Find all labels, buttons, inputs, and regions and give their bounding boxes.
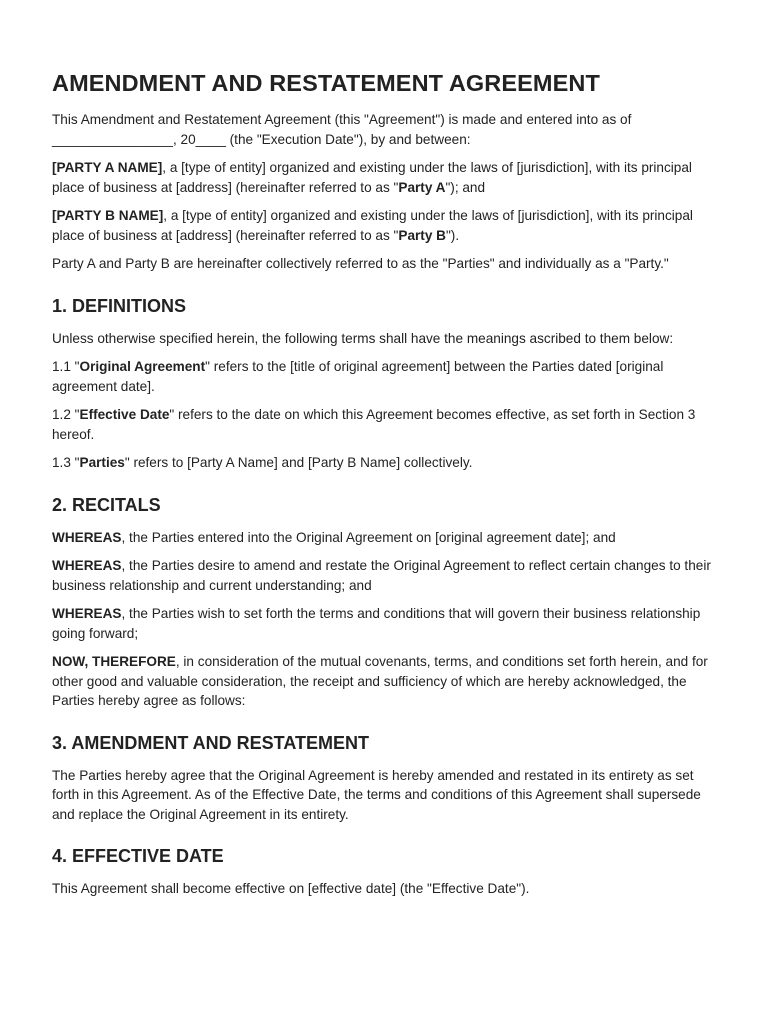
definition-1-3 xyxy=(52,453,724,473)
recital-therefore-lead: NOW, THEREFORE xyxy=(52,654,176,669)
intro-paragraph: This Amendment and Restatement Agreement (this "Agreement") is made and entered into as of ________________, 20____ (the "Execution Date"), by and between: xyxy=(52,112,632,147)
section-4-heading: 4. EFFECTIVE DATE xyxy=(52,846,224,866)
document-title: AMENDMENT AND RESTATEMENT AGREEMENT xyxy=(52,70,600,96)
party-a-text-2: "); and xyxy=(445,179,486,195)
recital-3-text: , the Parties wish to set forth the terms and conditions that will govern their business relationship going forward; xyxy=(52,606,701,641)
section-3-heading: 3. AMENDMENT AND RESTATEMENT xyxy=(52,732,369,753)
section-2-heading: 2. RECITALS xyxy=(52,494,161,515)
section-3-paragraph: The Parties hereby agree that the Original Agreement is hereby amended and restated in its entirety as set forth in this Agreement. As of the Effective Date, the terms and conditions of this Agreement shall supersede and replace the Original Agreement in its entirety. xyxy=(52,767,701,822)
definition-1-1-prefix: 1.1 " xyxy=(52,359,80,374)
recital-2-text: , the Parties desire to amend and restate the Original Agreement to reflect certain changes to their business relationship and current understanding; and xyxy=(52,558,711,593)
party-b-text-1: , a [type of entity] organized and existing under the laws of [jurisdiction], with its principal place of business at [address] (hereinafter referred to as " xyxy=(52,208,693,243)
recital-therefore xyxy=(52,652,724,711)
party-a-text-1: , a [type of entity] organized and existing under the laws of [jurisdiction], with its principal place of business at [address] (hereinafter referred to as " xyxy=(52,160,692,195)
section-4-paragraph: This Agreement shall become effective on [effective date] (the "Effective Date"). xyxy=(52,881,530,896)
party-a-paragraph xyxy=(52,158,724,197)
definitions-intro: Unless otherwise specified herein, the following terms shall have the meanings ascribed to them below: xyxy=(52,330,674,346)
definition-1-2-term: Effective Date xyxy=(79,407,170,422)
section-1-heading: 1. DEFINITIONS xyxy=(52,295,187,316)
definition-1-2-text: " refers to the date on which this Agreement becomes effective, as set forth in Section 3 hereof. xyxy=(52,407,696,442)
recital-2 xyxy=(52,556,724,595)
recital-2-lead: WHEREAS xyxy=(52,558,122,573)
definition-1-3-term: Parties xyxy=(79,455,125,470)
definition-1-1-term: Original Agreement xyxy=(79,359,206,374)
definition-1-3-text: " refers to [Party A Name] and [Party B Name] collectively. xyxy=(124,455,473,470)
recital-3-lead: WHEREAS xyxy=(52,606,122,621)
recital-3 xyxy=(52,604,724,643)
party-a-short-name: Party A xyxy=(398,179,446,195)
party-a-name: [PARTY A NAME] xyxy=(52,160,163,175)
party-b-name: [PARTY B NAME] xyxy=(52,208,164,223)
definition-1-1-text: " refers to the [title of original agreement] between the Parties dated [original agreement date]. xyxy=(52,359,664,394)
definition-1-2-prefix: 1.2 " xyxy=(52,407,80,422)
definition-1-3-prefix: 1.3 " xyxy=(52,455,80,470)
parties-collective-paragraph: Party A and Party B are hereinafter collectively referred to as the "Parties" and individually as a "Party." xyxy=(52,256,669,271)
party-b-paragraph xyxy=(52,206,724,245)
recital-1-lead: WHEREAS xyxy=(52,529,122,545)
document-body xyxy=(52,110,724,908)
recital-therefore-text: , in consideration of the mutual covenants, terms, and conditions set forth herein, and for other good and valuable consideration, the receipt and sufficiency of which are hereby acknowledged, the Parties hereby agree as follows: xyxy=(52,654,708,708)
party-b-short-name: Party B xyxy=(398,227,446,243)
definition-1-2 xyxy=(52,405,724,444)
recital-1 xyxy=(52,528,724,548)
definition-1-1 xyxy=(52,357,724,396)
party-b-text-2: "). xyxy=(445,227,460,243)
recital-1-text: , the Parties entered into the Original Agreement on [original agreement date]; and xyxy=(121,529,616,545)
